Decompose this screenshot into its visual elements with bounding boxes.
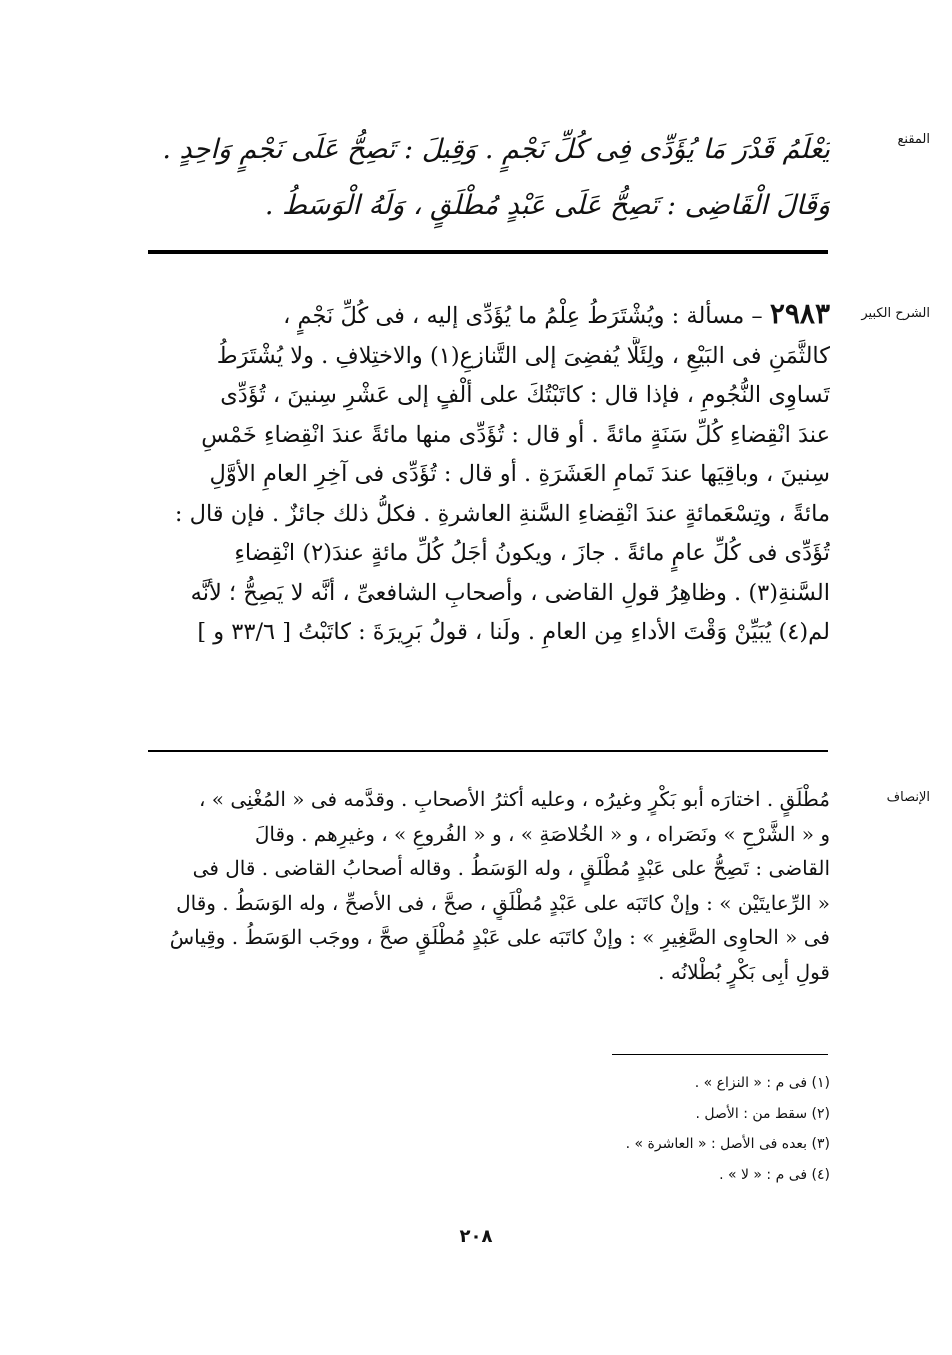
insaf-line-6: قولِ أبِى بَكْرٍ بُطْلانُه . xyxy=(658,959,830,984)
insaf-label: الإنصاف xyxy=(886,790,930,805)
muqni-text xyxy=(142,122,830,234)
sharh-line-5: سِنينَ ، وباقِيَها عندَ تَمامِ العَشَرَةِ . أو قال : تُؤَدِّى فى آخِرِ العامِ الأوَّلِ xyxy=(209,461,830,487)
sharh-text xyxy=(142,294,830,653)
footnote-divider xyxy=(612,1054,828,1055)
muqni-line-1: يَعْلَمُ قَدْرَ مَا يُؤَدِّى فِى كُلِّ نَجْمٍ . وَقِيلَ : تَصِحُّ عَلَى نَجْمٍ وَاحِدٍ . xyxy=(162,134,830,165)
sharh-label: الشرح الكبير xyxy=(861,306,930,321)
insaf-line-1: مُطْلَقٍ . اختارَه أبو بَكْرٍ وغيرُه ، وعليه أكثرُ الأصحابِ . وقدَّمه فى « المُغْنِى » ، xyxy=(198,787,830,811)
sharh-line-8: السَّنةِ(٣) . وظاهِرُ قولِ القاضى ، وأصحابِ الشافعىِّ ، أنَّه لا يَصِحُّ ؛ لأنَّه xyxy=(190,579,830,606)
sharh-line-6: مائةً ، وتِسْعَمائةٍ عندَ انْقِضاءِ السَّنةِ العاشرةِ . فكلُّ ذلك جائزٌ . فإن قال : xyxy=(174,500,830,527)
footnote-4: (٤) فى م : « لا » . xyxy=(719,1166,830,1183)
sharh-line-7: تُؤَدِّى فى كُلِّ عامٍ مائةً . جازَ ، ويكونُ أجَلُ كُلِّ مائةٍ عندَ(٢) انْقِضاءِ xyxy=(234,540,830,566)
insaf-text xyxy=(142,782,830,989)
sharh-line-2: كالثَّمَنِ فى البَيْعِ ، ولِئَلَّا يُفضِىَ إلى التَّنازعِ(١) والاختِلافِ . ولا يُشْتَرَطُ xyxy=(216,342,830,369)
sharh-line-3: تَساوِى النُّجُومِ ، فإذا قال : كاتَبْتُكَ على ألْفٍ إلى عَشْرِ سِنينَ ، تُؤَدِّى xyxy=(220,382,830,408)
footnote-1: (١) فى م : « النزاع » . xyxy=(694,1075,830,1091)
insaf-line-3: القاضى : تَصِحُّ على عَبْدٍ مُطْلَقٍ ، وله الوَسَطُ . وقاله أصحابُ القاضى . قال فى xyxy=(192,856,830,880)
sharh-line-1: ٢٩٨٣ – مسألة : ويُشْتَرَطُ عِلْمُ ما يُؤَدِّى إليه ، فى كُلِّ نَجْمٍ ، xyxy=(283,297,830,330)
section-divider-thick xyxy=(148,250,828,254)
issue-number: ٢٩٨٣ xyxy=(769,297,830,330)
insaf-line-2: و « الشَّرْحِ » ونَصَراه ، و « الخُلاصَةِ » ، و « الفُروعِ » ، وغيرِهم . وقالَ xyxy=(254,821,830,846)
sharh-line-9: لم(٤) يُبَيِّنْ وَقْتَ الأداءِ مِن العامِ . ولَنا ، قولُ بَرِيرَةَ : كاتَبْتُ [ ٣٣/٦ و ] xyxy=(197,619,830,645)
insaf-line-4: « الرِّعايتَيْن » : وإنْ كاتَبَه على عَبْدٍ مُطْلَقٍ ، صحَّ ، فى الأصحِّ ، وله الوَسَطُ . وقال xyxy=(176,890,830,915)
page-number: ٢٠٨ xyxy=(459,1226,493,1247)
footnote-2: (٢) سقط من : الأصل . xyxy=(695,1105,830,1122)
insaf-line-5: فى « الحاوِى الصَّغِيرِ » : وإنْ كاتَبَه على عَبْدٍ مُطْلَقٍ صحَّ ، ووجَب الوَسَطُ . وقِياسُ xyxy=(169,925,830,949)
muqni-label: المقنع xyxy=(897,132,930,147)
footnote-3: (٣) بعده فى الأصل : « العاشرة » . xyxy=(625,1136,830,1152)
section-divider-thin xyxy=(148,750,828,752)
muqni-line-2: وَقَالَ الْقَاضِى : تَصِحُّ عَلَى عَبْدٍ مُطْلَقٍ ، وَلَهُ الْوَسَطُ . xyxy=(264,190,830,221)
sharh-line-4: عندَ انْقِضاءِ كُلِّ سَنَةٍ مائةً . أو قال : تُؤَدِّى منها مائةً عندَ انْقِضاءِ خَمْسِ xyxy=(201,421,830,448)
footnotes xyxy=(420,1068,830,1190)
